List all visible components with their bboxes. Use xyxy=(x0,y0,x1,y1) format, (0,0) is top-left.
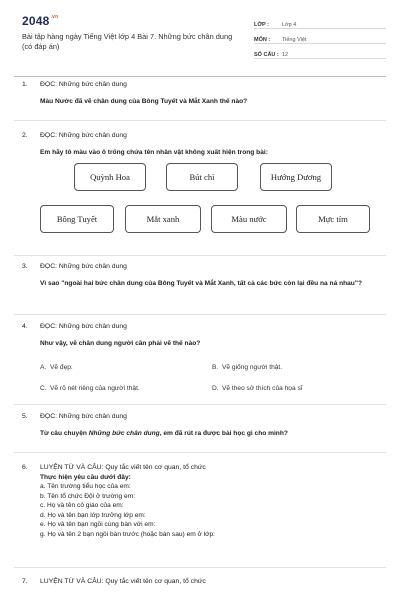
task-line: c. Họ và tên cô giáo của em: xyxy=(40,502,124,509)
site-logo[interactable] xyxy=(22,14,58,28)
question-header xyxy=(22,578,382,585)
option-letter: B. xyxy=(212,364,219,371)
option-text: Vẽ giống người thật. xyxy=(222,364,283,371)
logo-number: 2048 xyxy=(22,14,50,28)
question-number: 6. xyxy=(22,464,28,471)
question-title: LUYỆN TỪ VÀ CÂU: Quy tắc viết tên cơ quan, tổ chức xyxy=(40,578,206,585)
divider xyxy=(14,255,386,256)
task-line: b. Tên tổ chức Đội ở trường em: xyxy=(40,492,136,500)
question-text: Vì sao "ngoài hai bức chân dung của Bông Tuyết và Mắt Xanh, tất cả các bức còn lại đều na ná nhau"? xyxy=(40,280,362,287)
info-panel xyxy=(254,16,386,61)
worksheet-title: Bài tập hàng ngày Tiếng Việt lớp 4 Bài 7. Những bức chân dung (có đáp án) xyxy=(22,32,233,51)
divider xyxy=(14,120,386,121)
question-header xyxy=(22,464,382,471)
option-text: Vẽ rõ nét riêng của người thật. xyxy=(50,385,140,392)
info-value: Lớp 4 xyxy=(282,22,297,28)
divider xyxy=(14,452,386,453)
question-title: ĐỌC: Những bức chân dung xyxy=(40,263,127,270)
question-1 xyxy=(22,81,382,106)
question-number: 5. xyxy=(22,413,28,420)
option-a[interactable] xyxy=(40,364,73,371)
task-line: e. Họ và tên bạn ngồi cùng bàn với em: xyxy=(40,521,156,528)
word-box-mat-xanh[interactable]: Mắt xanh xyxy=(125,205,201,233)
question-header xyxy=(22,323,382,330)
question-number: 2. xyxy=(22,132,28,139)
worksheet-header xyxy=(14,12,386,72)
word-box-huong-duong[interactable]: Hướng Dương xyxy=(260,163,332,191)
word-box-mau-nuoc[interactable]: Màu nước xyxy=(211,205,287,233)
question-title: ĐỌC: Những bức chân dung xyxy=(40,413,127,420)
word-box-bong-tuyet[interactable]: Bông Tuyết xyxy=(40,205,114,233)
option-letter: A. xyxy=(40,364,47,371)
option-letter: C. xyxy=(40,385,47,392)
question-header xyxy=(22,413,382,420)
info-row-count xyxy=(254,46,386,59)
task-line: a. Tên trường tiểu học của em: xyxy=(40,483,131,490)
question-number: 4. xyxy=(22,323,28,330)
question-header xyxy=(22,81,382,88)
question-5 xyxy=(22,413,382,438)
question-text: Em hãy tô màu vào ô trống chứa tên nhân vật không xuất hiện trong bài: xyxy=(40,149,268,156)
divider xyxy=(14,404,386,405)
divider xyxy=(14,567,386,568)
question-2 xyxy=(22,132,382,157)
word-box-quynh-hoa[interactable]: Quỳnh Hoa xyxy=(74,163,146,191)
info-value: 12 xyxy=(282,52,289,58)
option-d[interactable] xyxy=(212,385,303,392)
question-4 xyxy=(22,323,382,348)
question-3 xyxy=(22,263,382,288)
info-label: SỐ CÂU : xyxy=(254,52,279,58)
question-7 xyxy=(22,578,382,585)
task-line: g. Họ và tên 2 bạn ngồi bàn trước (hoặc bàn sau) em ở lớp: xyxy=(40,530,215,538)
word-box-but-chi[interactable]: Bút chì xyxy=(166,163,238,191)
question-text-suffix: , em đã rút ra được bài học gì cho mình? xyxy=(159,430,288,437)
question-title: LUYỆN TỪ VÀ CÂU: Quy tắc viết tên cơ quan, tổ chức xyxy=(40,464,206,471)
story-title: Những bức chân dung xyxy=(88,430,160,437)
logo-suffix: .vn xyxy=(50,14,59,20)
option-letter: D. xyxy=(212,385,219,392)
word-box-muc-tim[interactable]: Mực tím xyxy=(296,205,370,233)
option-c[interactable] xyxy=(40,385,140,392)
question-header xyxy=(22,263,382,270)
info-value: Tiếng Việt xyxy=(282,37,307,43)
question-text-prefix: Từ câu chuyện xyxy=(40,430,89,437)
info-row-subject xyxy=(254,31,386,44)
question-text: Màu Nước đã vẽ chân dung của Bông Tuyết và Mắt Xanh thế nào? xyxy=(40,98,248,105)
info-label: MÔN : xyxy=(254,37,271,43)
question-header xyxy=(22,132,382,139)
question-number: 3. xyxy=(22,263,28,270)
question-number: 1. xyxy=(22,81,28,88)
question-title: ĐỌC: Những bức chân dung xyxy=(40,81,127,88)
header-divider xyxy=(14,76,386,77)
option-text: Vẽ đẹp. xyxy=(50,364,73,371)
divider xyxy=(14,314,386,315)
question-text: Thực hiện yêu cầu dưới đây: xyxy=(40,474,131,481)
question-title: ĐỌC: Những bức chân dung xyxy=(40,132,127,139)
info-label: LỚP : xyxy=(254,22,269,28)
question-text: Như vậy, vẽ chân dung người cần phải vẽ thế nào? xyxy=(40,340,201,347)
task-line: d. Họ và tên bạn lớp trưởng lớp em: xyxy=(40,511,146,519)
question-title: ĐỌC: Những bức chân dung xyxy=(40,323,127,330)
question-number: 7. xyxy=(22,578,28,585)
info-row-grade xyxy=(254,16,386,29)
question-text xyxy=(40,429,382,438)
option-text: Vẽ theo sở thích của họa sĩ xyxy=(222,385,303,392)
option-b[interactable] xyxy=(212,364,282,371)
question-6 xyxy=(22,464,382,539)
